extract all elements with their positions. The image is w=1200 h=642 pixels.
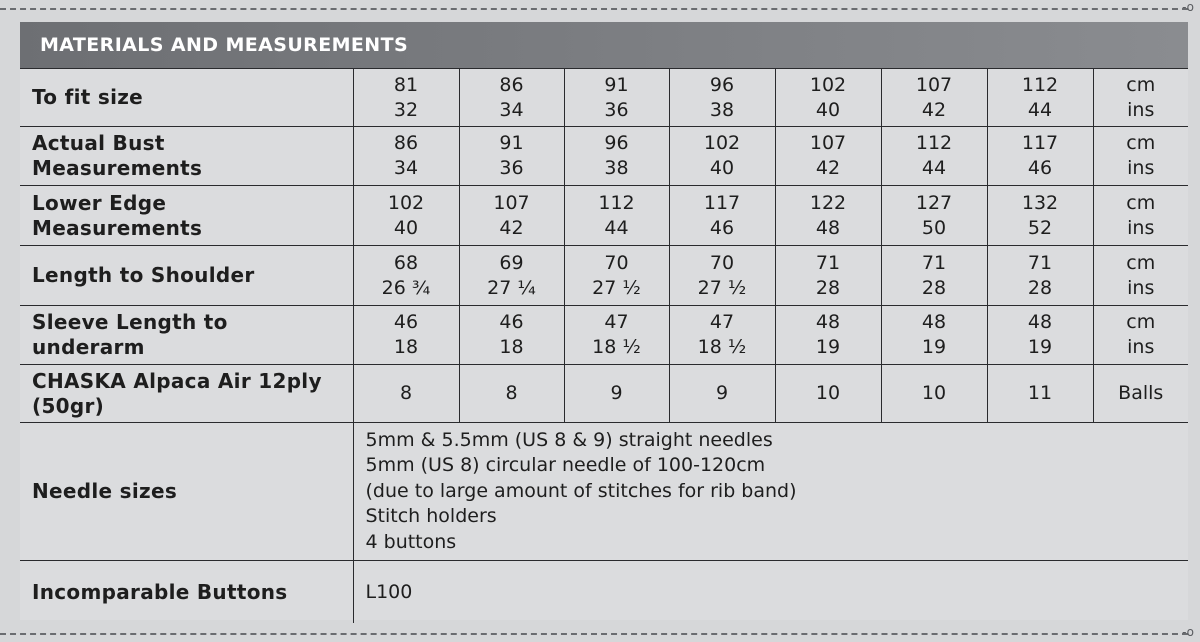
size-value: 44 (921, 157, 947, 179)
size-value: 117 (703, 191, 741, 214)
size-value-cell (775, 246, 881, 306)
scissors-icon: -o (1182, 625, 1194, 639)
section-header (20, 22, 1188, 68)
size-value-cell (881, 365, 987, 423)
size-value-cell (564, 246, 669, 306)
row-label (20, 69, 353, 127)
needle-list-item: Stitch holders (365, 505, 497, 528)
unit-label: cm (1126, 311, 1156, 333)
size-value: 48 (921, 311, 947, 333)
size-value: 127 (915, 191, 953, 214)
needle-list-item: 5mm (US 8) circular needle of 100-120cm (365, 454, 766, 477)
size-value-cell (669, 186, 775, 246)
size-value: 86 (499, 73, 524, 96)
size-value-cell (987, 365, 1093, 423)
size-value: 50 (921, 216, 947, 239)
size-value: 112 (1021, 73, 1059, 96)
size-value: 27 ¼ (487, 276, 536, 299)
size-value-cell (353, 69, 459, 127)
size-value: 96 (709, 73, 735, 96)
size-value: 71 (815, 251, 841, 274)
size-value-cell (353, 186, 459, 246)
row-label-line: underarm (32, 335, 145, 359)
row-label (20, 306, 353, 365)
size-value: 38 (604, 157, 629, 179)
size-value-cell (564, 306, 669, 365)
row-label: Incomparable Buttons (20, 561, 353, 624)
size-value-cell (775, 186, 881, 246)
size-value: 48 (1027, 311, 1053, 333)
size-value: 132 (1021, 191, 1059, 214)
size-value: 107 (915, 73, 953, 96)
size-value-cell (775, 365, 881, 423)
size-value: 46 (499, 311, 524, 333)
size-value-cell (564, 127, 669, 186)
size-value: 11 (1027, 382, 1053, 404)
size-value-cell (987, 306, 1093, 365)
size-value: 112 (598, 191, 635, 214)
size-value: 19 (815, 336, 841, 358)
size-value-cell (669, 365, 775, 423)
size-value: 42 (815, 157, 841, 179)
size-value: 47 (604, 311, 629, 333)
size-value: 27 ½ (697, 276, 747, 299)
size-value: 27 ½ (592, 276, 641, 299)
size-value: 32 (393, 98, 419, 121)
size-value-cell (564, 365, 669, 423)
size-value: 10 (815, 382, 841, 404)
table-row (20, 127, 1188, 186)
unit-label: ins (1127, 98, 1155, 121)
cut-line-top (0, 8, 1188, 10)
row-label (20, 127, 353, 186)
size-value: 117 (1021, 132, 1059, 154)
size-value: 86 (393, 132, 419, 154)
row-label-line: Length to Shoulder (32, 263, 255, 287)
unit-cell (1093, 69, 1188, 127)
unit-label: cm (1126, 73, 1156, 96)
needle-sizes-row (20, 423, 1188, 561)
row-label-line: CHASKA Alpaca Air 12ply (32, 368, 322, 393)
size-value: 102 (809, 73, 847, 96)
size-value: 70 (604, 251, 629, 274)
row-label (20, 186, 353, 246)
size-value: 18 (499, 336, 524, 358)
row-label (20, 365, 353, 423)
size-value-cell (881, 186, 987, 246)
row-label-line: Measurements (32, 215, 203, 240)
row-label (20, 246, 353, 306)
table-row (20, 186, 1188, 246)
unit-cell (1093, 246, 1188, 306)
size-value-cell (459, 186, 564, 246)
row-label: Needle sizes (20, 423, 353, 561)
size-value-cell (564, 69, 669, 127)
table-row (20, 306, 1188, 365)
size-value: 38 (709, 98, 735, 121)
row-label-line: Actual Bust (32, 131, 165, 155)
unit-label: cm (1126, 132, 1156, 154)
unit-cell (1093, 186, 1188, 246)
size-value: 18 (393, 336, 419, 358)
size-value: 9 (610, 382, 623, 404)
size-value-cell (459, 127, 564, 186)
unit-label: cm (1126, 251, 1156, 274)
size-value: 44 (1027, 98, 1053, 121)
size-value-cell (881, 306, 987, 365)
size-value-cell (987, 127, 1093, 186)
unit-label: ins (1127, 216, 1155, 239)
size-value-cell (459, 365, 564, 423)
size-value: 36 (604, 98, 629, 121)
size-value-cell (669, 246, 775, 306)
size-value: 34 (393, 157, 419, 179)
size-value-cell (881, 127, 987, 186)
size-value: 44 (604, 216, 629, 239)
size-value: 71 (1027, 251, 1053, 274)
scissors-icon: -o (1182, 0, 1194, 14)
size-value-cell (881, 246, 987, 306)
size-value: 91 (499, 132, 524, 154)
size-value: 70 (709, 251, 735, 274)
row-label-line: To fit size (32, 85, 144, 109)
unit-label: ins (1127, 276, 1155, 299)
unit-cell (1093, 306, 1188, 365)
size-value-cell (353, 306, 459, 365)
size-value: 46 (1027, 157, 1053, 179)
button-code: L100 (353, 561, 1188, 624)
size-value-cell (669, 127, 775, 186)
row-label-line: (50gr) (32, 393, 105, 418)
size-value-cell (669, 69, 775, 127)
needle-list-item: 5mm & 5.5mm (US 8 & 9) straight needles (365, 428, 773, 451)
size-value: 47 (709, 311, 735, 333)
size-value: 18 ½ (592, 336, 641, 358)
size-value-cell (353, 365, 459, 423)
size-value: 71 (921, 251, 947, 274)
size-value: 9 (715, 382, 729, 404)
size-value-cell (881, 69, 987, 127)
buttons-row (20, 561, 1188, 624)
size-value-cell (459, 246, 564, 306)
size-value: 19 (1027, 336, 1053, 358)
size-value: 8 (505, 382, 518, 404)
size-value-cell (353, 246, 459, 306)
table-row (20, 246, 1188, 306)
size-value: 28 (1027, 276, 1053, 299)
unit-label: ins (1127, 336, 1155, 358)
size-value: 40 (815, 98, 841, 121)
size-value: 52 (1027, 216, 1053, 239)
unit-label: cm (1126, 191, 1156, 214)
size-value: 96 (604, 132, 629, 154)
size-value: 46 (709, 216, 735, 239)
size-value: 8 (399, 382, 413, 404)
measurements-table (20, 68, 1188, 623)
size-value-cell (564, 186, 669, 246)
size-value-cell (987, 69, 1093, 127)
size-value: 36 (499, 157, 524, 179)
size-value: 42 (499, 216, 524, 239)
size-value: 48 (815, 216, 841, 239)
unit-cell (1093, 127, 1188, 186)
size-value: 102 (387, 191, 425, 214)
unit-label: Balls (1118, 382, 1164, 404)
size-value-cell (987, 246, 1093, 306)
size-value: 48 (815, 311, 841, 333)
unit-cell (1093, 365, 1188, 423)
table-row (20, 365, 1188, 423)
row-label-line: Sleeve Length to (32, 310, 228, 334)
size-value: 122 (809, 191, 847, 214)
size-value: 40 (709, 157, 735, 179)
unit-label: ins (1127, 157, 1155, 179)
size-value: 19 (921, 336, 947, 358)
size-value: 102 (703, 132, 741, 154)
size-value: 69 (499, 251, 524, 274)
section-title: MATERIALS AND MEASUREMENTS (40, 34, 409, 56)
needle-list (353, 423, 1188, 561)
size-value: 112 (915, 132, 953, 154)
size-value: 28 (815, 276, 841, 299)
size-value: 18 ½ (697, 336, 747, 358)
size-value: 34 (499, 98, 524, 121)
size-value: 40 (393, 216, 419, 239)
size-value: 68 (393, 251, 419, 274)
size-value-cell (353, 127, 459, 186)
cut-line-bottom (0, 633, 1188, 635)
table-row (20, 69, 1188, 127)
size-value: 28 (921, 276, 947, 299)
row-label-line: Measurements (32, 156, 203, 180)
size-value: 107 (493, 191, 530, 214)
size-value-cell (775, 306, 881, 365)
size-value-cell (459, 306, 564, 365)
size-value: 26 ¾ (381, 276, 431, 299)
size-value: 91 (604, 73, 629, 96)
size-value: 81 (393, 73, 419, 96)
size-value-cell (775, 127, 881, 186)
needle-list-item: (due to large amount of stitches for rib band) (365, 479, 797, 502)
size-value: 42 (921, 98, 947, 121)
needle-list-item: 4 buttons (365, 530, 457, 553)
size-value-cell (669, 306, 775, 365)
size-value-cell (987, 186, 1093, 246)
size-value-cell (775, 69, 881, 127)
size-value: 10 (921, 382, 947, 404)
size-value: 107 (809, 132, 847, 154)
size-value-cell (459, 69, 564, 127)
size-value: 46 (393, 311, 419, 333)
row-label-line: Lower Edge (32, 190, 167, 215)
